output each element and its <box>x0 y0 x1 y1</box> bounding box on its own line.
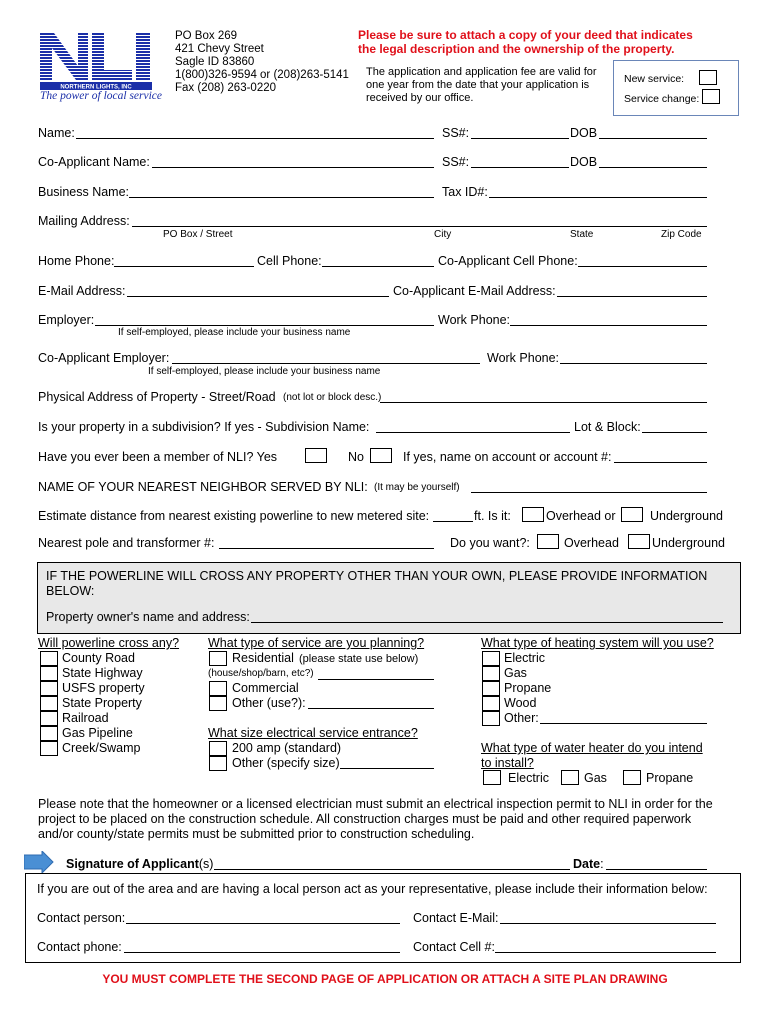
validity-note: The application and application fee are valid for one year from the date that your application is received by our office. <box>366 66 597 104</box>
ss-label: SS#: <box>442 126 470 140</box>
other-size-input[interactable] <box>340 756 434 769</box>
mailing-address-input[interactable] <box>132 214 707 227</box>
pole-input[interactable] <box>219 536 434 549</box>
self-employed-note: If self-employed, please include your business name <box>118 327 351 338</box>
contact-cell-input[interactable] <box>495 940 716 953</box>
crossing-text-2: BELOW: <box>46 584 95 598</box>
house-note: (house/shop/barn, etc?) <box>208 668 314 679</box>
entrance-title: What size electrical service entrance? <box>208 726 418 740</box>
usfs-checkbox[interactable] <box>40 681 58 696</box>
address-line: Sagle ID 83860 <box>175 56 255 68</box>
want-underground-label: Underground <box>652 536 725 550</box>
lot-block-label: Lot & Block: <box>574 420 641 434</box>
water-title-1: What type of water heater do you intend <box>481 741 703 755</box>
state-property-checkbox[interactable] <box>40 696 58 711</box>
railroad-checkbox[interactable] <box>40 711 58 726</box>
name-label: Name: <box>38 126 75 140</box>
member-account-input[interactable] <box>614 450 707 463</box>
co-dob-label: DOB <box>570 155 598 169</box>
state-property-label: State Property <box>62 696 142 710</box>
mailing-sub-street: PO Box / Street <box>163 229 233 240</box>
co-employer-input[interactable] <box>172 351 480 364</box>
member-yes-checkbox[interactable] <box>305 448 327 463</box>
state-highway-checkbox[interactable] <box>40 666 58 681</box>
existing-overhead-label: Overhead or <box>546 509 616 523</box>
co-cell-phone-label: Co-Applicant Cell Phone: <box>438 254 578 268</box>
contact-email-label: Contact E-Mail: <box>413 911 499 925</box>
heat-wood-label: Wood <box>504 696 537 710</box>
want-underground-checkbox[interactable] <box>628 534 650 549</box>
physical-address-label: Physical Address of Property - Street/Road <box>38 390 276 404</box>
residential-use-input[interactable] <box>318 667 434 680</box>
owner-input[interactable] <box>251 610 723 623</box>
want-overhead-label: Overhead <box>564 536 619 550</box>
commercial-checkbox[interactable] <box>209 681 227 696</box>
owner-label: Property owner's name and address: <box>46 610 250 624</box>
date-label: Date: <box>573 857 604 871</box>
representative-intro: If you are out of the area and are having a local person act as your representative, please include their information below: <box>37 882 708 896</box>
existing-overhead-checkbox[interactable] <box>522 507 544 522</box>
co-email-input[interactable] <box>557 284 707 297</box>
crossing-text-1: IF THE POWERLINE WILL CROSS ANY PROPERTY OTHER THAN YOUR OWN, PLEASE PROVIDE INFORMATION <box>46 569 708 583</box>
contact-phone-input[interactable] <box>124 940 400 953</box>
contact-cell-label: Contact Cell #: <box>413 940 495 954</box>
water-gas-label: Gas <box>584 771 607 785</box>
dob-label: DOB <box>570 126 598 140</box>
creek-label: Creek/Swamp <box>62 741 141 755</box>
address-line: PO Box 269 <box>175 30 238 42</box>
state-highway-label: State Highway <box>62 666 143 680</box>
residential-label: Residential <box>232 651 294 665</box>
email-label: E-Mail Address: <box>38 284 126 298</box>
usfs-label: USFS property <box>62 681 145 695</box>
water-propane-label: Propane <box>646 771 694 785</box>
cell-phone-label: Cell Phone: <box>257 254 322 268</box>
heat-electric-checkbox[interactable] <box>482 651 500 666</box>
neighbor-input[interactable] <box>471 480 707 493</box>
distance-unit: ft. Is it: <box>474 509 511 523</box>
pole-label: Nearest pole and transformer #: <box>38 536 215 550</box>
mailing-sub-city: City <box>434 229 452 240</box>
member-question: Have you ever been a member of NLI? Yes <box>38 450 278 464</box>
water-electric-label: Electric <box>508 771 549 785</box>
physical-address-note: (not lot or block desc.) <box>283 392 382 403</box>
member-no-label: No <box>348 450 364 464</box>
railroad-label: Railroad <box>62 711 109 725</box>
creek-checkbox[interactable] <box>40 741 58 756</box>
co-ss-label: SS#: <box>442 155 470 169</box>
employer-label: Employer: <box>38 313 95 327</box>
physical-address-input[interactable] <box>380 390 707 403</box>
deed-warning: Please be sure to attach a copy of your deed that indicates the legal description and the ownership of the property. <box>358 28 693 56</box>
existing-underground-label: Underground <box>650 509 723 523</box>
co-applicant-label: Co-Applicant Name: <box>38 155 150 169</box>
co-self-employed-note: If self-employed, please include your business name <box>148 366 381 377</box>
name-input[interactable] <box>76 126 434 139</box>
amp200-label: 200 amp (standard) <box>232 741 342 755</box>
member-follow-label: If yes, name on account or account #: <box>403 450 612 464</box>
cell-phone-input[interactable] <box>322 254 434 267</box>
contact-person-input[interactable] <box>126 911 400 924</box>
service-type-title: What type of service are you planning? <box>208 636 425 650</box>
new-service-checkbox[interactable] <box>699 70 717 85</box>
heat-electric-label: Electric <box>504 651 545 665</box>
arrow-icon <box>24 851 54 873</box>
dob-input[interactable] <box>599 126 707 139</box>
other-use-input[interactable] <box>308 696 434 709</box>
mailing-address-label: Mailing Address: <box>38 214 130 228</box>
distance-input[interactable] <box>433 509 473 522</box>
mailing-sub-zip: Zip Code <box>661 229 702 240</box>
business-name-input[interactable] <box>129 185 434 198</box>
heat-other-checkbox[interactable] <box>482 711 500 726</box>
distance-label: Estimate distance from nearest existing powerline to new metered site: <box>38 509 430 523</box>
heat-other-input[interactable] <box>540 711 707 724</box>
co-applicant-input[interactable] <box>152 155 434 168</box>
member-no-checkbox[interactable] <box>370 448 392 463</box>
heating-title: What type of heating system will you use? <box>481 636 714 650</box>
tax-id-label: Tax ID#: <box>442 185 488 199</box>
service-change-label: Service change: <box>624 93 700 105</box>
date-input[interactable] <box>606 857 707 870</box>
heat-gas-label: Gas <box>504 666 527 680</box>
signature-input[interactable] <box>214 857 570 870</box>
heat-other-label: Other: <box>504 711 539 725</box>
service-type-box <box>613 60 739 116</box>
neighbor-note: (It may be yourself) <box>374 482 460 493</box>
home-phone-input[interactable] <box>114 254 254 267</box>
co-email-label: Co-Applicant E-Mail Address: <box>393 284 556 298</box>
existing-underground-checkbox[interactable] <box>621 507 643 522</box>
cross-title: Will powerline cross any? <box>38 636 180 650</box>
heat-wood-checkbox[interactable] <box>482 696 500 711</box>
email-input[interactable] <box>127 284 389 297</box>
county-road-label: County Road <box>62 651 135 665</box>
co-work-phone-input[interactable] <box>560 351 707 364</box>
representative-box <box>25 873 741 963</box>
heat-propane-label: Propane <box>504 681 552 695</box>
gas-pipeline-label: Gas Pipeline <box>62 726 133 740</box>
employer-input[interactable] <box>95 313 434 326</box>
work-phone-label: Work Phone: <box>438 313 511 327</box>
signature-label: Signature of Applicant(s) <box>66 857 214 871</box>
contact-person-label: Contact person: <box>37 911 126 925</box>
other-size-checkbox[interactable] <box>209 756 227 771</box>
ss-input[interactable] <box>471 126 569 139</box>
heat-gas-checkbox[interactable] <box>482 666 500 681</box>
other-use-label: Other (use?): <box>232 696 306 710</box>
residential-checkbox[interactable] <box>209 651 227 666</box>
crossing-box <box>37 562 741 634</box>
residential-note: (please state use below) <box>299 653 419 665</box>
new-service-label: New service: <box>624 73 685 85</box>
address-block <box>175 30 349 95</box>
svg-text:NORTHERN LIGHTS, INC: NORTHERN LIGHTS, INC <box>60 84 132 91</box>
subdivision-label: Is your property in a subdivision? If yes - Subdivision Name: <box>38 420 370 434</box>
mailing-sub-state: State <box>570 229 594 240</box>
business-name-label: Business Name: <box>38 185 130 199</box>
lot-block-input[interactable] <box>642 420 707 433</box>
address-line: 1(800)326-9594 or (208)263-5141 <box>175 69 349 81</box>
logo-tagline: The power of local service <box>40 90 163 102</box>
contact-email-input[interactable] <box>500 911 716 924</box>
water-title-2: to install? <box>481 756 534 770</box>
co-ss-input[interactable] <box>471 155 569 168</box>
site-plan-footer: YOU MUST COMPLETE THE SECOND PAGE OF APPLICATION OR ATTACH A SITE PLAN DRAWING <box>102 972 668 986</box>
home-phone-label: Home Phone: <box>38 254 115 268</box>
address-line: Fax (208) 263-0220 <box>175 82 277 94</box>
want-overhead-checkbox[interactable] <box>537 534 559 549</box>
work-phone-input[interactable] <box>510 313 707 326</box>
co-employer-label: Co-Applicant Employer: <box>38 351 170 365</box>
tax-id-input[interactable] <box>489 185 707 198</box>
heat-propane-checkbox[interactable] <box>482 681 500 696</box>
contact-phone-label: Contact phone: <box>37 940 122 954</box>
other-size-label: Other (specify size) <box>232 756 340 770</box>
do-you-want-label: Do you want?: <box>450 536 530 550</box>
other-use-checkbox[interactable] <box>209 696 227 711</box>
co-work-phone-label: Work Phone: <box>487 351 560 365</box>
address-line: 421 Chevy Street <box>175 43 264 55</box>
neighbor-label: NAME OF YOUR NEAREST NEIGHBOR SERVED BY NLI: <box>38 480 368 494</box>
commercial-label: Commercial <box>232 681 299 695</box>
inspection-note: Please note that the homeowner or a licensed electrician must submit an electrical inspection permit to NLI in order for the project to be placed on the construction schedule. All construction charges must be paid and other required paperwork and/or county/state permits must be submitted prior to construction scheduling. <box>38 797 713 841</box>
amp200-checkbox[interactable] <box>209 741 227 756</box>
service-change-checkbox[interactable] <box>702 89 720 104</box>
county-road-checkbox[interactable] <box>40 651 58 666</box>
water-electric-checkbox[interactable] <box>483 770 501 785</box>
co-dob-input[interactable] <box>599 155 707 168</box>
subdivision-input[interactable] <box>376 420 570 433</box>
gas-pipeline-checkbox[interactable] <box>40 726 58 741</box>
co-cell-phone-input[interactable] <box>578 254 707 267</box>
water-propane-checkbox[interactable] <box>623 770 641 785</box>
water-gas-checkbox[interactable] <box>561 770 579 785</box>
